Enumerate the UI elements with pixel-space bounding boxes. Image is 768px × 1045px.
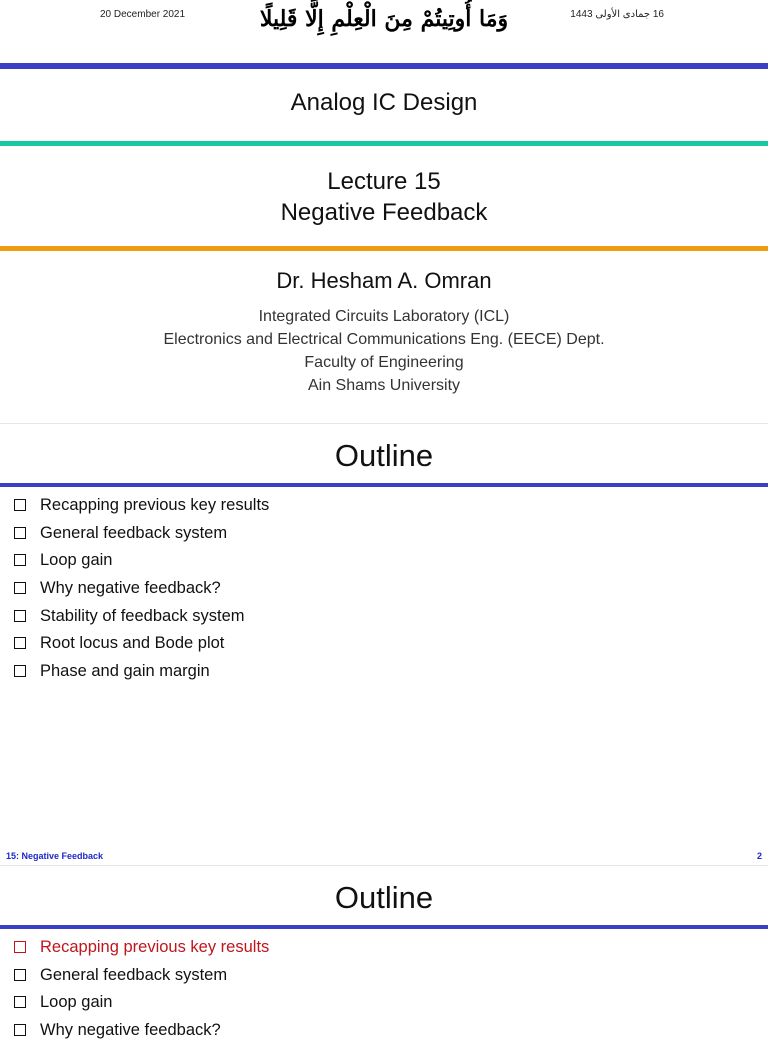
lecture-number: Lecture 15 <box>327 168 441 195</box>
checkbox-icon <box>14 527 26 539</box>
outline-item-label: Why negative feedback? <box>40 1021 221 1040</box>
title-slide <box>0 0 768 423</box>
arabic-verse: وَمَا أُوتِيتُمْ مِنَ الْعِلْمِ إِلَّا قَلِيلًا <box>259 6 509 32</box>
outline-item-current <box>14 934 269 962</box>
lecture-topic: Negative Feedback <box>280 199 488 226</box>
outline-item <box>14 1017 269 1045</box>
outline-item <box>14 630 269 658</box>
checkbox-icon <box>14 637 26 649</box>
outline-item <box>14 603 269 631</box>
checkbox-icon <box>14 499 26 511</box>
checkbox-icon <box>14 665 26 677</box>
course-title: Analog IC Design <box>290 89 478 116</box>
outline-item <box>14 575 269 603</box>
outline-item <box>14 962 269 990</box>
checkbox-icon <box>14 1024 26 1036</box>
title-divider <box>0 483 768 487</box>
checkbox-icon <box>14 554 26 566</box>
slide-title: Outline <box>334 880 434 915</box>
gregorian-date: 20 December 2021 <box>100 9 186 20</box>
outline-item <box>14 492 269 520</box>
outline-item-label: General feedback system <box>40 965 228 984</box>
outline-item-label: Recapping previous key results <box>40 938 270 956</box>
affiliation-line: Electronics and Electrical Communications Eng. (EECE) Dept. <box>163 331 605 348</box>
footer-lecture-title: 15: Negative Feedback <box>6 851 104 861</box>
outline-item <box>14 658 269 686</box>
footer-page-number: 2 <box>756 851 762 861</box>
affiliation-line: Faculty of Engineering <box>304 354 464 371</box>
divider-orange <box>0 246 768 251</box>
title-divider <box>0 925 768 929</box>
checkbox-icon <box>14 582 26 594</box>
outline-item-label: Root locus and Bode plot <box>40 634 225 653</box>
slide-title: Outline <box>334 438 434 473</box>
hijri-date: 16 جمادى الأولى 1443 <box>570 9 664 20</box>
outline-list <box>14 492 269 686</box>
outline-item-label: General feedback system <box>40 523 228 542</box>
outline-item <box>14 520 269 548</box>
divider-blue <box>0 63 768 69</box>
outline-item-label: Loop gain <box>40 993 113 1012</box>
affiliation-line: Ain Shams University <box>307 377 461 394</box>
outline-slide-highlighted <box>0 865 768 1040</box>
outline-item-label: Why negative feedback? <box>40 579 221 598</box>
checkbox-icon <box>14 610 26 622</box>
outline-item <box>14 989 269 1017</box>
outline-item-label: Phase and gain margin <box>40 662 210 681</box>
outline-list <box>14 934 269 1045</box>
outline-item <box>14 547 269 575</box>
checkbox-icon <box>14 941 26 953</box>
outline-item-label: Recapping previous key results <box>40 496 270 514</box>
outline-slide <box>0 423 768 866</box>
affiliation-line: Integrated Circuits Laboratory (ICL) <box>258 308 510 325</box>
outline-item-label: Stability of feedback system <box>40 606 245 625</box>
checkbox-icon <box>14 969 26 981</box>
divider-teal <box>0 141 768 146</box>
outline-item-label: Loop gain <box>40 551 113 570</box>
author-name: Dr. Hesham A. Omran <box>276 268 492 293</box>
checkbox-icon <box>14 996 26 1008</box>
